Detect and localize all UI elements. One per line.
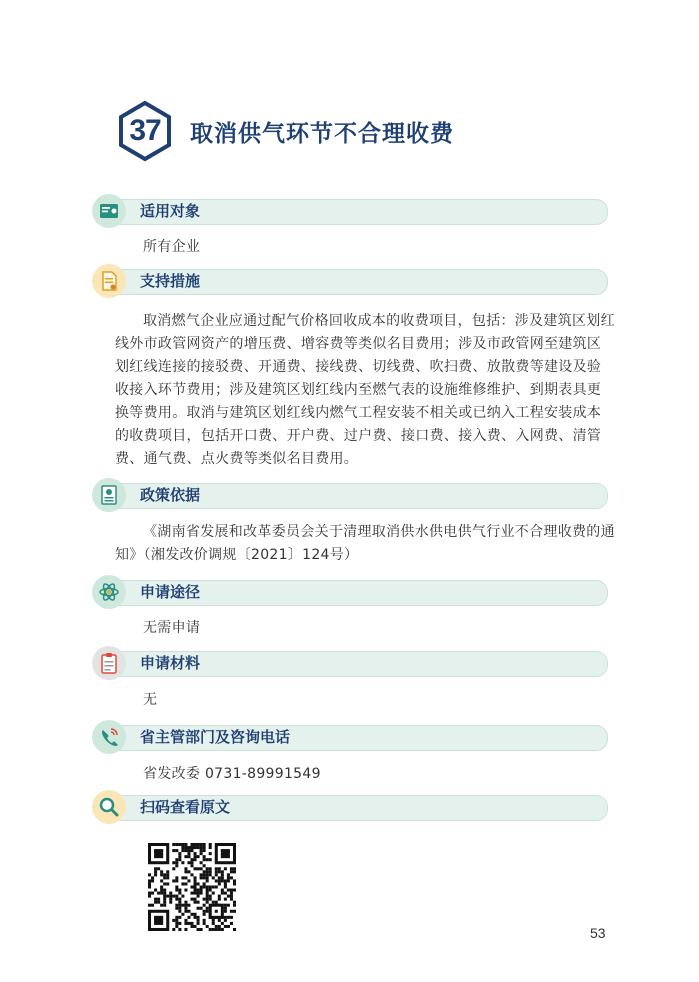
section-content-materials: 无	[143, 692, 158, 708]
page-number: 53	[590, 925, 606, 941]
magnifier-icon	[92, 790, 126, 824]
section-header-measures: 支持措施	[92, 264, 608, 300]
chapter-title	[118, 100, 454, 162]
id-card-icon	[92, 194, 126, 228]
section-header-scan: 扫码查看原文	[92, 790, 608, 826]
document-icon	[92, 264, 126, 298]
clipboard-icon	[92, 646, 126, 680]
page-title: 取消供气环节不合理收费	[190, 120, 454, 147]
section-header-basis: 政策依据	[92, 478, 608, 514]
phone-icon	[92, 720, 126, 754]
section-content-channel: 无需申请	[143, 620, 201, 636]
section-header-target: 适用对象	[92, 194, 608, 230]
atom-icon	[92, 575, 126, 609]
certificate-icon	[92, 478, 126, 512]
hexagon-number-badge	[118, 100, 172, 162]
section-content-contact: 省发改委 0731-89991549	[143, 766, 321, 782]
section-header-materials: 申请材料	[92, 646, 608, 682]
qr-code-icon[interactable]	[148, 843, 236, 931]
chapter-number: 37	[129, 114, 161, 147]
section-content-target: 所有企业	[143, 239, 201, 255]
section-header-contact: 省主管部门及咨询电话	[92, 720, 608, 756]
section-content-measures: 取消燃气企业应通过配气价格回收成本的收费项目，包括：涉及建筑区划红线外市政管网资产的增压费、增容费等类似名目费用；涉及市政管网至建筑区划红线连接的接驳费、开通费、接线费、切线费、吹扫费、放散费等建设及验收接入环节费用；涉及建筑区划红线内至燃气表的设施维修维护、到期表具更换等费用。取消与建筑区划红线内燃气工程安装不相关或已纳入工程安装成本的收费项目，包括开口费、开户费、过户费、接口费、接入费、入网费、清管费、通气费、点火费等类似名目费用。	[115, 313, 615, 467]
section-content-basis: 《湖南省发展和改革委员会关于清理取消供水供电供气行业不合理收费的通知》（湘发改价调规〔2021〕124号）	[115, 524, 615, 563]
section-header-channel: 申请途径	[92, 575, 608, 611]
